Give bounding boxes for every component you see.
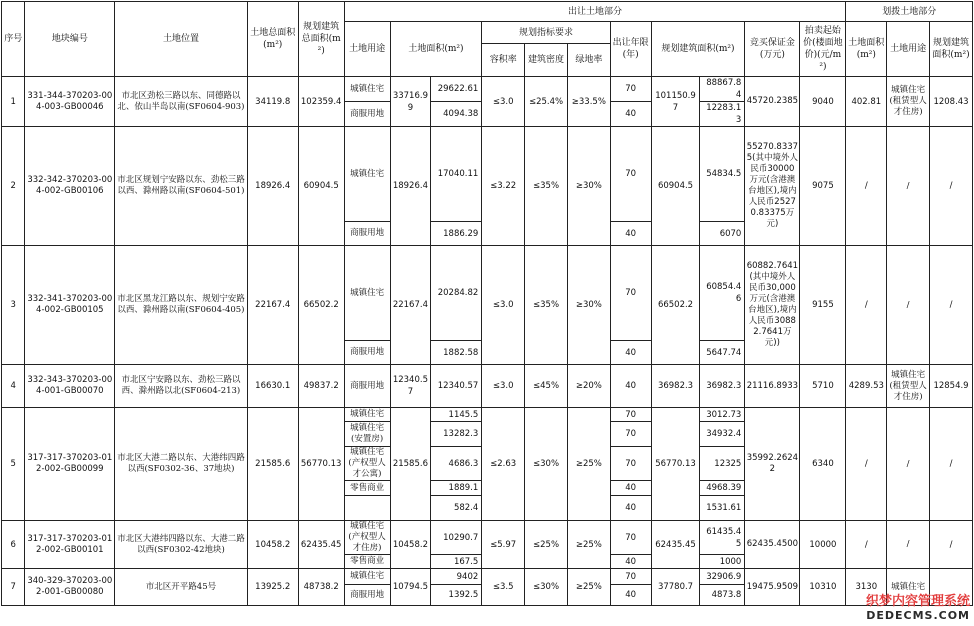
header-land-area: 土地面积(m²) (390, 22, 482, 77)
land-use: 零售商业 (344, 555, 390, 569)
alloc-land-use: 城镇住宅 (887, 569, 930, 606)
plan-area: 60854.46 (700, 246, 745, 341)
start-price: 9155 (800, 246, 846, 365)
far-requirement: ≤3.0 (482, 246, 525, 365)
green-requirement: ≥25% (567, 521, 610, 569)
row-seq: 1 (2, 77, 25, 127)
transfer-term: 70 (610, 569, 651, 585)
alloc-land-area: 402.81 (846, 77, 887, 127)
land-use: 城镇住宅(产权型人才公寓) (344, 447, 390, 481)
plot-location: 市北区开平路45号 (115, 569, 248, 606)
total-plan-area: 48738.2 (298, 569, 344, 606)
density-requirement: ≤25.4% (525, 77, 568, 127)
density-requirement: ≤35% (525, 246, 568, 365)
transfer-term: 40 (610, 496, 651, 521)
start-price: 6340 (800, 408, 846, 521)
row-seq: 6 (2, 521, 25, 569)
header-alloc-use: 土地用途 (887, 22, 930, 77)
table-row (2, 77, 973, 102)
bid-deposit: 60882.7641(其中境外人民币30,000万元(含港澳台地区),境内人民币30882.7641万元)) (745, 246, 800, 365)
header-deposit: 竞买保证金(万元) (745, 22, 800, 77)
header-far: 容积率 (482, 44, 525, 77)
transfer-term: 40 (610, 102, 651, 127)
plot-location: 市北区宁安路以东、劲松三路以西、滁州路以北(SF0604-213) (115, 365, 248, 408)
alloc-plan-area: / (930, 521, 973, 569)
alloc-land-use: / (887, 521, 930, 569)
density-requirement: ≤25% (525, 521, 568, 569)
header-plan-indicators: 规划指标要求 (482, 22, 610, 44)
plot-location: 市北区规划宁安路以东、劲松三路以西、滁州路以南(SF0604-501) (115, 127, 248, 246)
transfer-land-total: 18926.4 (390, 127, 431, 246)
table-row (2, 365, 973, 408)
land-use: 城镇住宅 (344, 127, 390, 222)
start-price: 10000 (800, 521, 846, 569)
plan-area: 3012.73 (700, 408, 745, 422)
far-requirement: ≤3.22 (482, 127, 525, 246)
bid-deposit: 19475.9509 (745, 569, 800, 606)
plan-area: 61435.45 (700, 521, 745, 555)
transfer-plan-total: 66502.2 (651, 246, 700, 365)
transfer-land-total: 33716.99 (390, 77, 431, 127)
total-plan-area: 60904.5 (298, 127, 344, 246)
start-price: 5710 (800, 365, 846, 408)
header-plan-building-area: 规划建筑总面积(m²) (298, 2, 344, 77)
land-use: 商服用地 (344, 585, 390, 606)
row-seq: 4 (2, 365, 25, 408)
land-area: 167.5 (431, 555, 482, 569)
row-seq: 7 (2, 569, 25, 606)
transfer-land-total: 22167.4 (390, 246, 431, 365)
land-use: 商服用地 (344, 102, 390, 127)
alloc-land-use: / (887, 127, 930, 246)
transfer-term: 70 (610, 422, 651, 447)
land-use: 零售商业 (344, 481, 390, 496)
far-requirement: ≤3.0 (482, 365, 525, 408)
total-plan-area: 49837.2 (298, 365, 344, 408)
start-price: 9075 (800, 127, 846, 246)
plan-area: 34932.4 (700, 422, 745, 447)
alloc-plan-area: / (930, 408, 973, 521)
transfer-plan-total: 37780.7 (651, 569, 700, 606)
alloc-plan-area: / (930, 246, 973, 365)
alloc-land-use: / (887, 408, 930, 521)
land-use: 商服用地 (344, 341, 390, 365)
row-seq: 2 (2, 127, 25, 246)
bid-deposit: 55270.83375(其中境外人民币30000万元(含港澳台地区),境内人民币25270.83375万元) (745, 127, 800, 246)
land-use: 城镇住宅 (344, 246, 390, 341)
land-use: 城镇住宅 (344, 408, 390, 422)
plan-area: 54834.5 (700, 127, 745, 222)
alloc-land-area: 4289.53 (846, 365, 887, 408)
header-allocate-part: 划拨土地部分 (846, 2, 973, 22)
header-density: 建筑密度 (525, 44, 568, 77)
plan-area: 88867.84 (700, 77, 745, 102)
alloc-land-area: / (846, 521, 887, 569)
transfer-plan-total: 56770.13 (651, 408, 700, 521)
plot-location: 市北区黑龙江路以东、规划宁安路以西、滁州路以南(SF0604-405) (115, 246, 248, 365)
watermark-line1: 织梦内容管理系统 (865, 594, 970, 609)
total-land-area: 34119.8 (247, 77, 298, 127)
plan-area: 32906.9 (700, 569, 745, 585)
plot-code: 332-341-370203-004-002-GB00105 (25, 246, 115, 365)
header-green: 绿地率 (567, 44, 610, 77)
header-land-use: 土地用途 (344, 22, 390, 77)
plot-code: 332-342-370203-004-002-GB00106 (25, 127, 115, 246)
bid-deposit: 21116.8933 (745, 365, 800, 408)
far-requirement: ≤5.97 (482, 521, 525, 569)
total-plan-area: 56770.13 (298, 408, 344, 521)
density-requirement: ≤45% (525, 365, 568, 408)
row-seq: 5 (2, 408, 25, 521)
total-land-area: 16630.1 (247, 365, 298, 408)
plan-area: 5647.74 (700, 341, 745, 365)
plan-area: 12325 (700, 447, 745, 481)
land-area: 29622.61 (431, 77, 482, 102)
header-plan-area: 规划建筑面积(m²) (651, 22, 745, 77)
plan-area: 6070 (700, 222, 745, 246)
start-price: 10310 (800, 569, 846, 606)
plan-area: 36982.3 (700, 365, 745, 408)
transfer-land-total: 10794.5 (390, 569, 431, 606)
green-requirement: ≥30% (567, 127, 610, 246)
transfer-plan-total: 101150.97 (651, 77, 700, 127)
far-requirement: ≤2.63 (482, 408, 525, 521)
header-start-price: 拍卖起始价(楼面地价)(元/m²) (800, 22, 846, 77)
land-area: 4686.3 (431, 447, 482, 481)
header-code: 地块编号 (25, 2, 115, 77)
plot-code: 332-343-370203-004-001-GB00070 (25, 365, 115, 408)
header-alloc-plan-area: 规划建筑面积(m²) (930, 22, 973, 77)
land-area: 13282.3 (431, 422, 482, 447)
transfer-term: 40 (610, 555, 651, 569)
transfer-term: 40 (610, 481, 651, 496)
land-area: 12340.57 (431, 365, 482, 408)
plot-code: 331-344-370203-004-003-GB00046 (25, 77, 115, 127)
header-alloc-area: 土地面积(m²) (846, 22, 887, 77)
transfer-term: 70 (610, 521, 651, 555)
land-area: 1889.1 (431, 481, 482, 496)
bid-deposit: 45720.2385 (745, 77, 800, 127)
total-land-area: 10458.2 (247, 521, 298, 569)
alloc-land-area: / (846, 246, 887, 365)
transfer-plan-total: 62435.45 (651, 521, 700, 569)
bid-deposit: 35992.26242 (745, 408, 800, 521)
header-seq: 序号 (2, 2, 25, 77)
land-transfer-table (1, 1, 973, 606)
land-area: 20284.82 (431, 246, 482, 341)
transfer-land-total: 10458.2 (390, 521, 431, 569)
bid-deposit: 62435.4500 (745, 521, 800, 569)
density-requirement: ≤30% (525, 408, 568, 521)
plot-location: 市北区劲松三路以东、同德路以北、依山半岛以南(SF0604-903) (115, 77, 248, 127)
header-total-area: 土地总面积(m²) (247, 2, 298, 77)
alloc-land-area: 3130 (846, 569, 887, 606)
table-row (2, 569, 973, 585)
transfer-term: 70 (610, 127, 651, 222)
plan-area: 1000 (700, 555, 745, 569)
land-use: 商服用地 (344, 365, 390, 408)
total-land-area: 18926.4 (247, 127, 298, 246)
watermark (866, 590, 970, 622)
land-use: 商服用地 (344, 222, 390, 246)
alloc-land-use: 城镇住宅(租赁型人才住房) (887, 365, 930, 408)
plan-area: 12283.13 (700, 102, 745, 127)
total-plan-area: 102359.4 (298, 77, 344, 127)
plot-location: 市北区大港纬四路以东、大港二路以西(SF0302-42地块) (115, 521, 248, 569)
green-requirement: ≥25% (567, 569, 610, 606)
transfer-term: 40 (610, 585, 651, 606)
plot-code: 317-317-370203-012-002-GB00101 (25, 521, 115, 569)
plan-area: 4968.39 (700, 481, 745, 496)
transfer-term: 70 (610, 447, 651, 481)
plan-area: 4873.8 (700, 585, 745, 606)
start-price: 9040 (800, 77, 846, 127)
green-requirement: ≥30% (567, 246, 610, 365)
header-term: 出让年限(年) (610, 22, 651, 77)
land-area: 9402 (431, 569, 482, 585)
table-row (2, 521, 973, 555)
header-transfer-part: 出让土地部分 (344, 2, 846, 22)
transfer-term: 70 (610, 408, 651, 422)
far-requirement: ≤3.5 (482, 569, 525, 606)
land-use: 城镇住宅 (344, 569, 390, 585)
alloc-land-area: / (846, 408, 887, 521)
alloc-plan-area: 12854.9 (930, 365, 973, 408)
plot-code: 317-317-370203-012-002-GB00099 (25, 408, 115, 521)
alloc-plan-area: / (930, 127, 973, 246)
land-area: 1886.29 (431, 222, 482, 246)
green-requirement: ≥20% (567, 365, 610, 408)
land-area: 582.4 (431, 496, 482, 521)
row-seq: 3 (2, 246, 25, 365)
green-requirement: ≥25% (567, 408, 610, 521)
density-requirement: ≤35% (525, 127, 568, 246)
land-area: 10290.7 (431, 521, 482, 555)
table-row (2, 127, 973, 222)
land-use (344, 496, 390, 521)
transfer-term: 40 (610, 365, 651, 408)
table-row (2, 408, 973, 422)
land-area: 17040.11 (431, 127, 482, 222)
alloc-land-use: / (887, 246, 930, 365)
watermark-line2: DEDECMS.COM (866, 609, 970, 622)
transfer-plan-total: 60904.5 (651, 127, 700, 246)
far-requirement: ≤3.0 (482, 77, 525, 127)
plot-location: 市北区大港二路以东、大港纬四路以西(SF0302-36、37地块) (115, 408, 248, 521)
land-area: 4094.38 (431, 102, 482, 127)
transfer-plan-total: 36982.3 (651, 365, 700, 408)
transfer-term: 70 (610, 246, 651, 341)
plot-code: 340-329-370203-002-001-GB00080 (25, 569, 115, 606)
land-area: 1145.5 (431, 408, 482, 422)
transfer-term: 40 (610, 341, 651, 365)
table-row (2, 246, 973, 341)
alloc-plan-area: 1208.43 (930, 77, 973, 127)
alloc-land-use: 城镇住宅(租赁型人才住房) (887, 77, 930, 127)
green-requirement: ≥33.5% (567, 77, 610, 127)
density-requirement: ≤30% (525, 569, 568, 606)
transfer-land-total: 21585.6 (390, 408, 431, 521)
transfer-term: 70 (610, 77, 651, 102)
land-area: 1392.5 (431, 585, 482, 606)
total-plan-area: 66502.2 (298, 246, 344, 365)
total-land-area: 13925.2 (247, 569, 298, 606)
land-use: 城镇住宅(安置房) (344, 422, 390, 447)
land-use: 城镇住宅 (344, 77, 390, 102)
alloc-land-area: / (846, 127, 887, 246)
transfer-land-total: 12340.57 (390, 365, 431, 408)
total-land-area: 21585.6 (247, 408, 298, 521)
header-location: 土地位置 (115, 2, 248, 77)
plan-area: 1531.61 (700, 496, 745, 521)
total-plan-area: 62435.45 (298, 521, 344, 569)
total-land-area: 22167.4 (247, 246, 298, 365)
land-use: 城镇住宅(产权型人才住房) (344, 521, 390, 555)
land-area: 1882.58 (431, 341, 482, 365)
transfer-term: 40 (610, 222, 651, 246)
